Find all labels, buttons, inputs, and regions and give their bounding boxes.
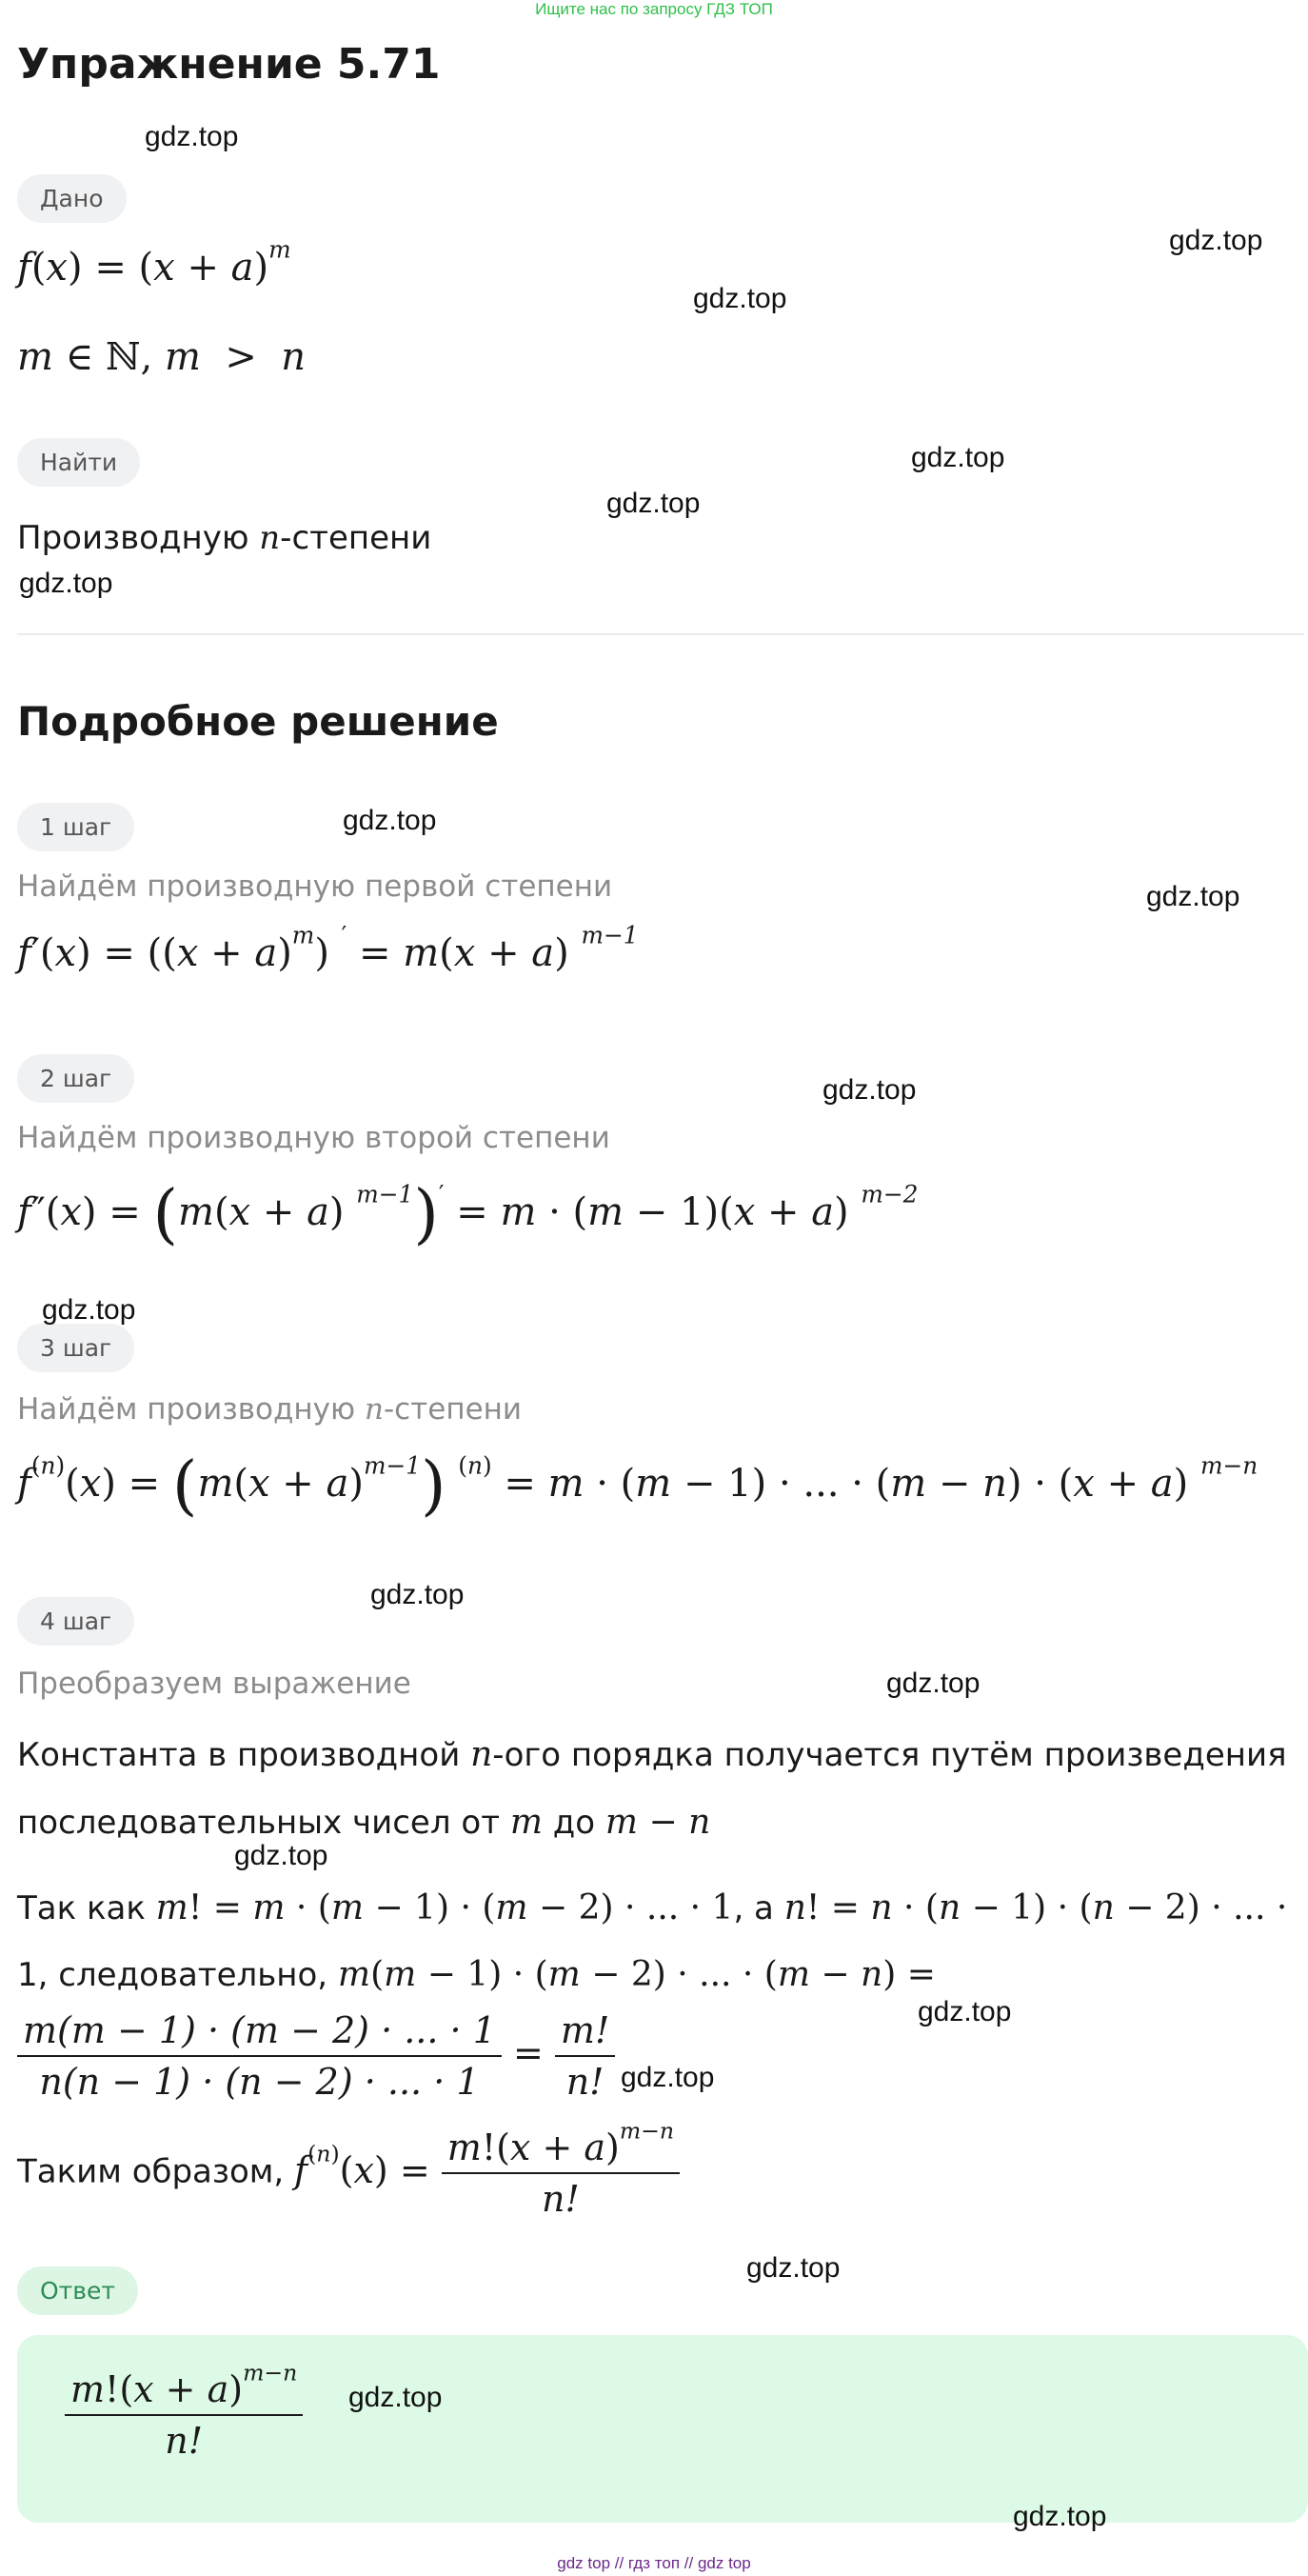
step-2-hint: Найдём производную второй степени: [17, 1121, 610, 1155]
watermark: gdz.top: [19, 568, 113, 599]
given-formula-function: $f(x) = (x + a)^m$: [17, 235, 291, 290]
watermark: gdz.top: [746, 2252, 841, 2284]
step-4-line-2: последовательных чисел от m до m − n: [17, 1803, 711, 1842]
answer-badge: Ответ: [17, 2266, 138, 2315]
watermark: gdz.top: [1169, 225, 1263, 256]
step-4-fraction-line: $\frac{m(m - 1) \cdot (m - 2) \cdot ... \cdot 1}{n(n - 1) \cdot (n - 2) \cdot ... \cdot 1}$ = $\frac{m!}{n!}$: [17, 2009, 615, 2103]
watermark: gdz.top: [348, 2382, 443, 2413]
step-1-formula: $f'(x) = ((x + a)^m)$ ′ = m(x + a) $^{m-1}$: [17, 921, 639, 975]
section-divider: [17, 633, 1304, 635]
fraction-ratio-numerator: m!: [560, 2009, 610, 2051]
watermark: gdz.top: [886, 1667, 981, 1699]
watermark: gdz.top: [606, 488, 701, 519]
fraction-numerator: m(m − 1) · (m − 2) · ... · 1: [23, 2009, 496, 2051]
solution-title: Подробное решение: [17, 698, 499, 745]
watermark: gdz.top: [370, 1579, 465, 1610]
given-badge: Дано: [17, 174, 127, 223]
step-4-line-3: Так как m! = m · (m − 1) · (m − 2) · ... · 1, а n! = n · (n − 1) · (n − 2) · ... ·: [17, 1888, 1288, 1927]
watermark: gdz.top: [1146, 881, 1240, 912]
answer-formula: [65, 2359, 303, 2462]
step-4-hint: Преобразуем выражение: [17, 1667, 411, 1701]
step-3-badge: 3 шаг: [17, 1324, 134, 1372]
given-formula-condition: m ∈ ℕ, m > n: [17, 335, 307, 379]
watermark: gdz.top: [343, 805, 437, 836]
watermark: gdz.top: [822, 1074, 917, 1106]
step-2-badge: 2 шаг: [17, 1054, 134, 1103]
watermark: gdz.top: [918, 1996, 1012, 2027]
step-4-conclusion: [17, 2117, 680, 2220]
step-2-formula: f″(x) = (m(x + a) $^{m-1}$)′ = m · (m − 1)(x + a) $^{m-2}$: [17, 1177, 919, 1253]
step-3-hint: Найдём производную n-степени: [17, 1392, 523, 1427]
fraction-factorials: [17, 2009, 502, 2103]
watermark: gdz.top: [693, 283, 787, 314]
page-title: Упражнение 5.71: [17, 40, 441, 89]
find-badge: Найти: [17, 438, 140, 487]
watermark: gdz.top: [234, 1840, 328, 1871]
step-4-line-1: Константа в производной n-ого порядка получается путём произведения: [17, 1735, 1287, 1774]
conclusion-denominator: n!: [442, 2172, 680, 2220]
answer-denominator: n!: [65, 2414, 303, 2462]
conclusion-prefix: Таким образом,: [17, 2152, 285, 2191]
conclusion-formula: $f^{(n)}(x)$ = $\frac{m!(x + a)^{m-n}}{n!}$: [294, 2149, 680, 2191]
watermark: gdz.top: [621, 2062, 715, 2093]
conclusion-numerator: $m!(x + a)^{m-n}$: [446, 2117, 675, 2168]
fraction-denominator: n(n − 1) · (n − 2) · ... · 1: [17, 2055, 502, 2103]
conclusion-fraction: [442, 2117, 680, 2220]
watermark: gdz.top: [145, 121, 239, 152]
fraction-factorial-ratio: [555, 2009, 615, 2103]
watermark: gdz.top: [911, 442, 1005, 473]
footer-links: gdz top // гдз топ // gdz top: [557, 2554, 751, 2572]
step-1-hint: Найдём производную первой степени: [17, 869, 613, 904]
watermark: gdz.top: [1013, 2501, 1107, 2532]
step-1-badge: 1 шаг: [17, 803, 134, 851]
answer-fraction: [65, 2359, 303, 2462]
answer-numerator: $m!(x + a)^{m-n}$: [70, 2359, 298, 2410]
step-3-formula: $f^{(n)}(x) = (m(x + a)^{m-1}) ^{(n)} = m \cdot (m - 1)$ · ... · (m − n) · (x + a) $^{m-n}$: [17, 1448, 1258, 1525]
step-4-badge: 4 шаг: [17, 1597, 134, 1646]
search-banner: Ищите нас по запросу ГДЗ ТОП: [535, 0, 773, 18]
find-text: Производную n-степени: [17, 519, 432, 557]
watermark: gdz.top: [42, 1294, 136, 1326]
step-4-line-4: 1, следовательно, m(m − 1) · (m − 2) · ... · (m − n) =: [17, 1955, 936, 1994]
fraction-ratio-denominator: n!: [555, 2055, 615, 2103]
